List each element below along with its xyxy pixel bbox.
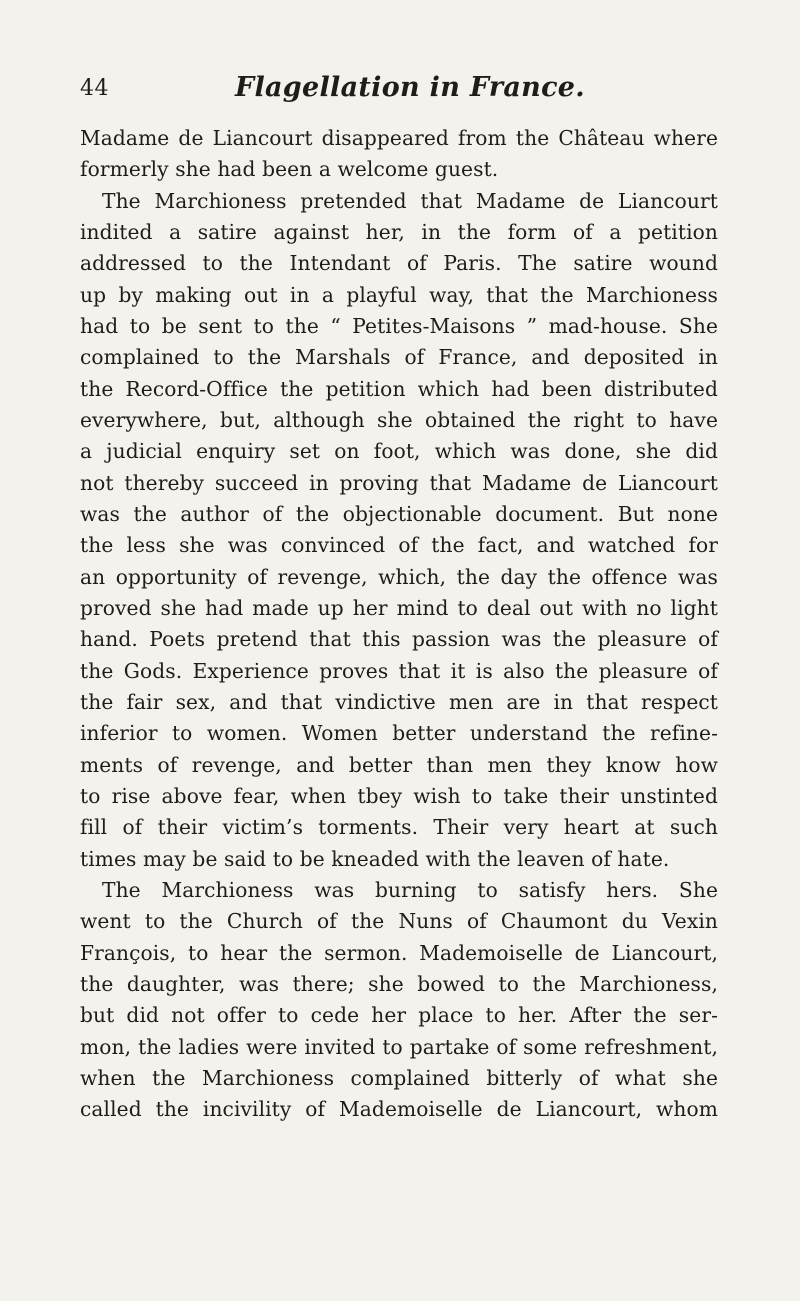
text-line: proved she had made up her mind to deal out with no light: [80, 595, 718, 620]
text-line: hand. Poets pretend that this passion was the pleasure of: [80, 627, 718, 652]
text-line: Madame de Liancourt disappeared from the Château where: [80, 126, 718, 150]
body-text: [80, 123, 718, 1126]
text-line: when the Marchioness complained bitterly of what she: [80, 1065, 718, 1090]
text-line: the fair sex, and that vindictive men are in that respect: [80, 689, 718, 714]
text-line: called the incivility of Mademoiselle de Liancourt, whom: [80, 1097, 718, 1122]
text-line: the less she was convinced of the fact, and watched for: [80, 533, 718, 558]
page-number: 44: [80, 76, 109, 101]
page-header: [80, 72, 740, 112]
text-line: the daughter, was there; she bowed to the Marchioness,: [80, 971, 718, 996]
text-line: mon, the ladies were invited to partake of some refreshment,: [80, 1034, 718, 1059]
text-line: the Gods. Experience proves that it is also the pleasure of: [80, 658, 718, 683]
text-line: up by making out in a playful way, that the Marchioness: [80, 282, 718, 307]
text-line: times may be said to be kneaded with the leaven of hate.: [80, 846, 670, 871]
text-line: not thereby succeed in proving that Madame de Liancourt: [80, 470, 718, 495]
text-line: was the author of the objectionable document. But none: [80, 501, 718, 526]
text-line: went to the Church of the Nuns of Chaumont du Vexin: [80, 909, 718, 934]
text-line: but did not offer to cede her place to her. After the ser-: [80, 1003, 718, 1028]
text-line: François, to hear the sermon. Mademoiselle de Liancourt,: [80, 940, 718, 965]
text-line: addressed to the Intendant of Paris. The satire wound: [80, 251, 718, 276]
text-line: a judicial enquiry set on foot, which was done, she did: [80, 439, 718, 464]
text-line: to rise above fear, when tbey wish to take their unstinted: [80, 783, 718, 808]
running-title: Flagellation in France.: [234, 72, 585, 103]
text-line: formerly she had been a welcome guest.: [80, 157, 499, 182]
text-line: complained to the Marshals of France, and deposited in: [80, 345, 718, 370]
text-line: The Marchioness pretended that Madame de Liancourt: [102, 188, 718, 213]
text-line: everywhere, but, although she obtained the right to have: [80, 407, 718, 432]
text-line: fill of their victim’s torments. Their very heart at such: [80, 815, 718, 840]
text-line: ments of revenge, and better than men they know how: [80, 752, 718, 777]
text-line: an opportunity of revenge, which, the day the offence was: [80, 564, 718, 589]
text-line: the Record-Office the petition which had been distributed: [80, 376, 718, 401]
text-line: indited a satire against her, in the form of a petition: [80, 219, 718, 244]
text-line: The Marchioness was burning to satisfy hers. She: [102, 877, 718, 902]
text-line: had to be sent to the “ Petites-Maisons ” mad-house. She: [80, 313, 718, 338]
text-line: inferior to women. Women better understand the refine-: [80, 721, 718, 746]
